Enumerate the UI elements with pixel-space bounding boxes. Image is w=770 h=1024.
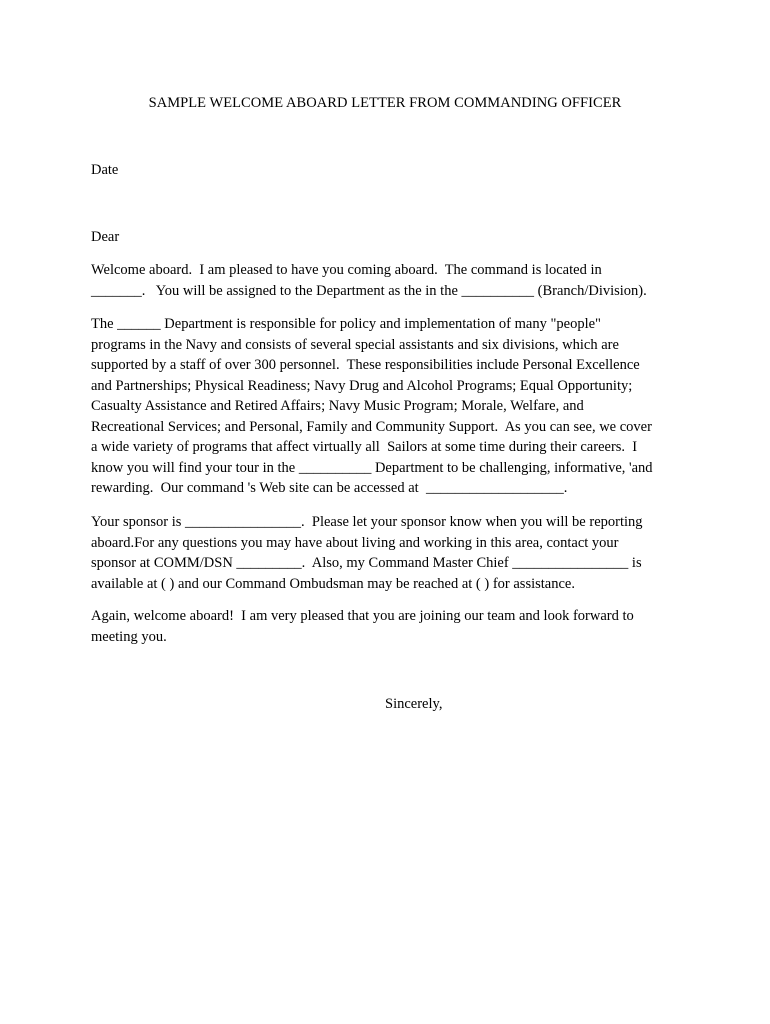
- date-label: Date: [91, 162, 119, 178]
- paragraph-line: The ______ Department is responsible for policy and implementation of many "people": [91, 316, 601, 332]
- salutation: Dear: [91, 229, 120, 245]
- paragraph-line: Recreational Services; and Personal, Family and Community Support. As you can see, we cover: [91, 418, 652, 435]
- paragraph-closing-remarks: [91, 606, 691, 647]
- paragraph-welcome: [91, 260, 691, 301]
- paragraph-line: Welcome aboard. I am pleased to have you coming aboard. The command is located in: [91, 262, 602, 278]
- closing-signoff: Sincerely,: [385, 696, 443, 712]
- letter-title: SAMPLE WELCOME ABOARD LETTER FROM COMMANDING OFFICER: [148, 95, 622, 111]
- paragraph-line: Your sponsor is ________________. Please let your sponsor know when you will be reporting: [91, 514, 643, 530]
- paragraph-line: a wide variety of programs that affect virtually all Sailors at some time during their careers. I: [91, 439, 638, 455]
- paragraph-sponsor: [91, 512, 691, 594]
- paragraph-line: sponsor at COMM/DSN _________. Also, my Command Master Chief ________________ is: [91, 555, 642, 571]
- paragraph-line: Again, welcome aboard! I am very pleased that you are joining our team and look forward to: [91, 608, 634, 624]
- paragraph-line: _______. You will be assigned to the Department as the in the __________ (Branch/Division).: [91, 282, 647, 299]
- paragraph-line: programs in the Navy and consists of several special assistants and six divisions, which are: [91, 336, 619, 353]
- paragraph-department: [91, 314, 691, 499]
- paragraph-line: rewarding. Our command 's Web site can be accessed at ___________________.: [91, 480, 568, 496]
- paragraph-line: available at ( ) and our Command Ombudsman may be reached at ( ) for assistance.: [91, 575, 575, 592]
- paragraph-line: know you will find your tour in the __________ Department to be challenging, informative, 'and: [91, 459, 653, 476]
- paragraph-line: Casualty Assistance and Retired Affairs; Navy Music Program; Morale, Welfare, and: [91, 398, 584, 414]
- paragraph-line: and Partnerships; Physical Readiness; Navy Drug and Alcohol Programs; Equal Opportunity;: [91, 377, 633, 394]
- paragraph-line: meeting you.: [91, 628, 167, 645]
- paragraph-line: aboard.For any questions you may have about living and working in this area, contact your: [91, 534, 619, 551]
- paragraph-line: supported by a staff of over 300 personnel. These responsibilities include Personal Excellence: [91, 357, 640, 373]
